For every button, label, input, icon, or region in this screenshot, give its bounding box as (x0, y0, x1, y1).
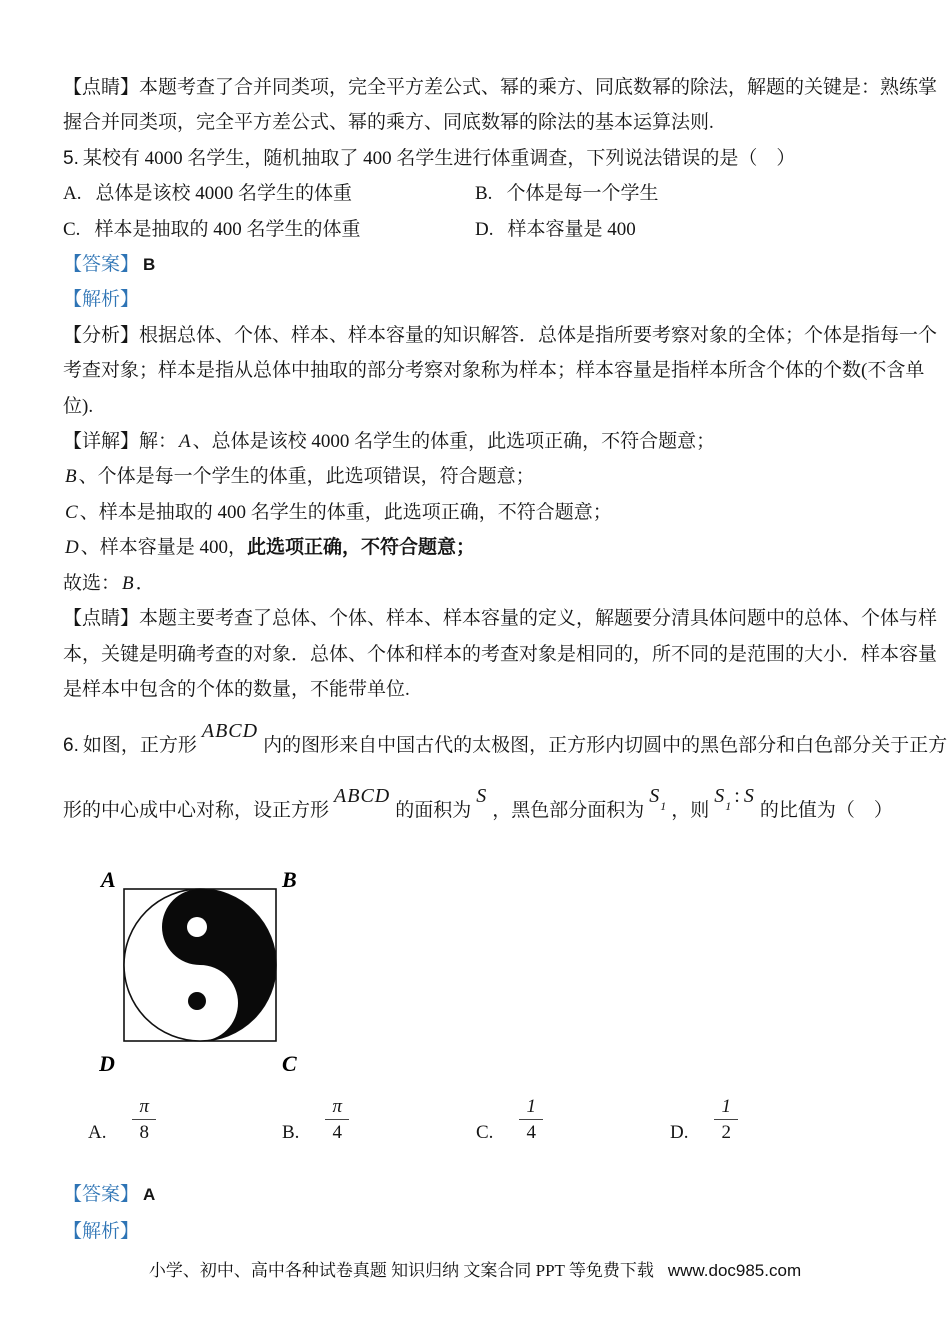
option-c-label: C. (63, 218, 81, 240)
taiji-figure (99, 863, 311, 1073)
q6-line1-a: 如图，正方形 (82, 735, 197, 757)
question-6-analysis-tag-row (63, 1213, 895, 1251)
answer-tag: 【答案】 (63, 1184, 140, 1206)
conclusion-prefix: 故选： (63, 572, 121, 594)
fraction-numerator: 1 (714, 1095, 738, 1120)
fraction-pi-4 (325, 1095, 349, 1145)
question-5-stem-text: 某校有 4000 名学生，随机抽取了 400 名学生进行体重调查，下列说法错误的是（ ） (82, 147, 796, 169)
conclusion-var: B (122, 572, 134, 594)
option-a-text: 总体是该校 4000 名学生的体重 (95, 183, 352, 205)
formula-abcd-2: ABCD (334, 785, 391, 808)
fraction-pi-8 (132, 1095, 156, 1145)
option-b-pi-over-4 (282, 1095, 476, 1145)
detail-d-text: 、样本容量是 400， (80, 537, 247, 559)
ratio-s1-letter: S (714, 785, 726, 808)
analysis-tag: 【解析】 (63, 1221, 140, 1243)
formula-abcd: ABCD (201, 720, 259, 743)
conclusion-line (63, 566, 895, 601)
q6-line1-b: 内的图形来自中国古代的太极图，正方形内切圆中的黑色部分和白色部分关于正方 (263, 735, 948, 757)
footer-text: 小学、初中、高中各种试卷真题 知识归纳 文案合同 PPT 等免费下载 (148, 1261, 654, 1280)
footer-url: www.doc985.com (667, 1261, 802, 1280)
note-line-3: 是样本中包含的个体的数量，不能带单位. (63, 678, 410, 700)
note-line-2: 本，关键是明确考查的对象．总体、个体和样本的考查对象是相同的，所不同的是范围的大小．样本容量 (63, 643, 938, 665)
fraction-1-4 (519, 1095, 543, 1145)
option-b (475, 176, 658, 211)
option-b-label: B. (282, 1122, 300, 1144)
ratio-colon: : (734, 785, 741, 808)
fraction-denominator: 4 (332, 1122, 342, 1144)
formula-s1-letter: S (649, 785, 661, 808)
detail-line-b (63, 459, 895, 494)
option-d (475, 212, 636, 247)
question-6-answer-row (63, 1177, 895, 1213)
page-footer (0, 1256, 950, 1281)
detail-c-text: 、样本是抽取的 400 名学生的体重，此选项正确，不符合题意； (79, 501, 612, 523)
question-6-stem-line-2 (63, 785, 895, 835)
option-a-label: A. (88, 1122, 107, 1144)
option-d-1-over-2 (670, 1095, 864, 1145)
ratio-s-letter: S (743, 785, 755, 808)
fraction-denominator: 2 (721, 1122, 731, 1144)
prev-note-line-2: 握合并同类项，完全平方差公式、幂的乘方、同底数幂的除法的基本运算法则. (63, 112, 714, 134)
detail-a-text: 、总体是该校 4000 名学生的体重，此选项正确，不符合题意； (192, 431, 716, 453)
fraction-denominator: 4 (526, 1122, 536, 1144)
detail-line-a (63, 424, 895, 459)
question-6-stem-line-1 (63, 720, 948, 763)
option-c-1-over-4 (476, 1095, 670, 1145)
option-c-label: C. (476, 1122, 494, 1144)
detail-a-var: A (179, 431, 191, 453)
question-5-stem (63, 141, 895, 176)
q6-line2-d: ，则 (671, 800, 710, 822)
detail-b-var: B (65, 466, 77, 488)
detail-intro: 解： (139, 431, 178, 453)
figure-label-c: C (282, 1051, 297, 1074)
answer-value: A (143, 1185, 156, 1205)
q6-line2-b: 的面积为 (395, 800, 472, 822)
option-a-label: A. (63, 183, 82, 205)
figure-label-d: D (99, 1051, 115, 1074)
analysis-line-1: 【分析】根据总体、个体、样本、样本容量的知识解答．总体是指所要考察对象的全体；个体是指每一个 (63, 324, 938, 346)
detail-c-var: C (65, 501, 78, 523)
fraction-1-2 (714, 1095, 738, 1145)
answer-value: B (143, 255, 156, 275)
fraction-numerator: 1 (519, 1095, 543, 1120)
question-6-options-row (88, 1095, 895, 1145)
formula-s: S (476, 785, 488, 808)
q6-line2-c: ，黑色部分面积为 (492, 800, 645, 822)
detail-b-text: 、个体是每一个学生的体重，此选项错误，符合题意； (78, 466, 535, 488)
detail-line-c (63, 495, 895, 530)
prev-note-line-1: 【点睛】本题考查了合并同类项，完全平方差公式、幂的乘方、同底数幂的除法，解题的关键是：熟练掌 (63, 77, 938, 98)
q6-line2-e: 的比值为（ ） (759, 800, 893, 822)
question-5-number: 5. (63, 147, 79, 169)
option-b-text: 个体是每一个学生 (506, 183, 659, 205)
yinyang-white-dot (187, 917, 207, 937)
figure-label-a: A (101, 867, 116, 893)
formula-ratio (714, 785, 755, 814)
detail-d-bold-text: 此选项正确，不符合题意； (247, 537, 476, 559)
conclusion-suffix: ． (135, 572, 155, 594)
analysis-line-2: 考查对象；样本是指从总体中抽取的部分考察对象称为样本；样本容量是指样本所含个体的个数(不含单 (63, 360, 925, 382)
ratio-s1-subscript: 1 (725, 799, 732, 814)
note-line-1: 【点睛】本题主要考查了总体、个体、样本、样本容量的定义，解题要分清具体问题中的总体、个体与样 (63, 608, 938, 630)
option-c (63, 212, 475, 247)
question-5-options-row-2 (63, 212, 895, 247)
option-d-label: D. (670, 1122, 689, 1144)
yinyang-black-dot (188, 992, 206, 1010)
option-a (63, 176, 475, 211)
analysis-line-3: 位). (63, 395, 94, 417)
question-5-analysis-tag-row (63, 282, 895, 317)
option-c-text: 样本是抽取的 400 名学生的体重 (94, 218, 361, 240)
question-6-number: 6. (63, 735, 79, 757)
detail-tag: 【详解】 (63, 431, 140, 453)
fraction-denominator: 8 (139, 1122, 149, 1144)
question-5-answer-row (63, 247, 895, 282)
detail-d-var: D (65, 537, 79, 559)
detail-line-d (63, 530, 895, 565)
analysis-tag: 【解析】 (63, 289, 140, 311)
formula-s1 (649, 785, 667, 814)
fraction-numerator: π (325, 1095, 349, 1120)
answer-tag: 【答案】 (63, 254, 140, 276)
fraction-numerator: π (132, 1095, 156, 1120)
option-a-pi-over-8 (88, 1095, 282, 1145)
question-5-options-row-1 (63, 176, 895, 211)
option-b-label: B. (475, 183, 493, 205)
q6-line2-a: 形的中心成中心对称，设正方形 (63, 800, 330, 822)
figure-label-b: B (282, 867, 297, 893)
option-d-label: D. (475, 218, 494, 240)
option-d-text: 样本容量是 400 (507, 218, 636, 240)
formula-s1-subscript: 1 (660, 799, 667, 814)
